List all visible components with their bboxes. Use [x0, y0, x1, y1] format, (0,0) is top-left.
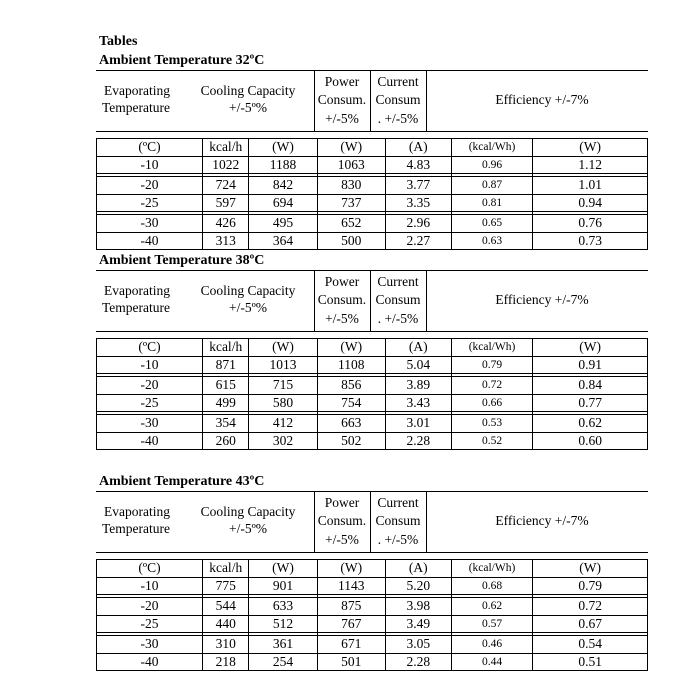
unit-cell: (W)	[317, 139, 385, 157]
table-cell: 0.65	[451, 215, 533, 233]
section-title: Ambient Temperature 38ºC	[99, 253, 265, 268]
unit-cell: (W)	[533, 339, 648, 357]
table-cell: 260	[203, 432, 249, 450]
table-cell: 0.91	[533, 356, 648, 374]
table-row	[97, 394, 648, 412]
section-title: Ambient Temperature 32ºC	[99, 53, 265, 68]
table-row	[97, 194, 648, 212]
table-cell: 1.01	[533, 177, 648, 195]
table-cell: 0.51	[533, 653, 648, 671]
unit-cell: kcal/h	[203, 139, 249, 157]
header-top-rule	[96, 70, 648, 71]
unit-cell: (W)	[317, 339, 385, 357]
table-cell: -10	[97, 156, 203, 174]
evaporating-header: Temperature	[102, 521, 171, 536]
power-header: +/-5%	[325, 111, 359, 126]
table-cell: 1.12	[533, 156, 648, 174]
table-cell: 2.96	[385, 215, 451, 233]
table-cell: 4.83	[385, 156, 451, 174]
table-cell: 0.52	[451, 432, 533, 450]
power-header: Consum.	[317, 292, 367, 307]
unit-cell: (W)	[249, 139, 317, 157]
table-row	[97, 232, 648, 250]
table-cell: 0.68	[451, 577, 533, 595]
table-cell: 0.81	[451, 194, 533, 212]
unit-cell: (A)	[385, 560, 451, 578]
table-cell: 3.89	[385, 377, 451, 395]
unit-cell: (kcal/Wh)	[451, 139, 533, 157]
current-header: Consum	[375, 92, 421, 107]
efficiency-header: Efficiency +/-7%	[495, 92, 589, 107]
unit-cell: (W)	[533, 139, 648, 157]
page-title: Tables	[99, 34, 138, 49]
table-cell: 310	[203, 636, 249, 654]
table-row	[97, 636, 648, 654]
table-cell: 0.57	[451, 615, 533, 633]
efficiency-header: Efficiency +/-7%	[495, 292, 589, 307]
current-header: Current	[377, 274, 419, 289]
current-header: Consum	[375, 513, 421, 528]
table-cell: 0.62	[451, 598, 533, 616]
table-cell: 1022	[203, 156, 249, 174]
table-cell: -40	[97, 432, 203, 450]
table-cell: 830	[317, 177, 385, 195]
power-header: Power	[324, 495, 360, 510]
table-cell: -40	[97, 232, 203, 250]
table-row	[97, 156, 648, 174]
table-row	[97, 356, 648, 374]
table-cell: 737	[317, 194, 385, 212]
current-header: . +/-5%	[377, 311, 419, 326]
table-cell: 0.87	[451, 177, 533, 195]
units-row	[97, 339, 648, 357]
table-cell: 0.73	[533, 232, 648, 250]
power-header: +/-5%	[325, 311, 359, 326]
table-cell: 633	[249, 598, 317, 616]
performance-table	[96, 70, 648, 250]
power-header: Power	[324, 74, 360, 89]
table-cell: -25	[97, 615, 203, 633]
evaporating-header: Evaporating	[104, 504, 170, 519]
unit-cell: (ºC)	[97, 560, 203, 578]
evaporating-header: Evaporating	[104, 83, 170, 98]
table-cell: 775	[203, 577, 249, 595]
current-header: Consum	[375, 292, 421, 307]
cooling-capacity-header: +/-5º%	[228, 300, 268, 315]
data-table	[96, 138, 648, 250]
table-cell: 302	[249, 432, 317, 450]
cooling-capacity-header: Cooling Capacity	[200, 283, 296, 298]
table-cell: 0.72	[533, 598, 648, 616]
table-cell: 856	[317, 377, 385, 395]
unit-cell: (W)	[317, 560, 385, 578]
table-row	[97, 415, 648, 433]
table-cell: 0.46	[451, 636, 533, 654]
unit-cell: (A)	[385, 139, 451, 157]
table-row	[97, 615, 648, 633]
table-cell: 694	[249, 194, 317, 212]
table-cell: 871	[203, 356, 249, 374]
table-cell: 364	[249, 232, 317, 250]
table-cell: 5.04	[385, 356, 451, 374]
table-cell: 0.54	[533, 636, 648, 654]
table-cell: 0.67	[533, 615, 648, 633]
table-cell: 0.94	[533, 194, 648, 212]
table-cell: 512	[249, 615, 317, 633]
table-header	[96, 70, 648, 132]
table-cell: 0.76	[533, 215, 648, 233]
table-cell: 652	[317, 215, 385, 233]
table-cell: 0.53	[451, 415, 533, 433]
table-cell: 1063	[317, 156, 385, 174]
table-row	[97, 577, 648, 595]
table-cell: 502	[317, 432, 385, 450]
table-cell: 724	[203, 177, 249, 195]
table-cell: 0.62	[533, 415, 648, 433]
table-cell: 0.72	[451, 377, 533, 395]
table-cell: 3.49	[385, 615, 451, 633]
table-cell: 0.79	[451, 356, 533, 374]
unit-cell: (ºC)	[97, 139, 203, 157]
evaporating-header: Temperature	[102, 300, 171, 315]
table-cell: 500	[317, 232, 385, 250]
table-cell: 842	[249, 177, 317, 195]
power-header: Consum.	[317, 513, 367, 528]
table-cell: 501	[317, 653, 385, 671]
header-top-rule	[96, 270, 648, 271]
table-cell: 426	[203, 215, 249, 233]
table-cell: 0.44	[451, 653, 533, 671]
table-cell: -20	[97, 177, 203, 195]
current-header: Current	[377, 495, 419, 510]
section-title: Ambient Temperature 43ºC	[99, 474, 265, 489]
unit-cell: (W)	[249, 339, 317, 357]
table-cell: 1143	[317, 577, 385, 595]
performance-table	[96, 491, 648, 671]
cooling-capacity-header: Cooling Capacity	[200, 504, 296, 519]
table-cell: 2.28	[385, 432, 451, 450]
current-header: . +/-5%	[377, 111, 419, 126]
table-cell: 0.66	[451, 394, 533, 412]
table-row	[97, 177, 648, 195]
table-cell: 754	[317, 394, 385, 412]
table-header	[96, 491, 648, 553]
table-header	[96, 270, 648, 332]
cooling-capacity-header: Cooling Capacity	[200, 83, 296, 98]
unit-cell: (kcal/Wh)	[451, 339, 533, 357]
table-cell: 0.63	[451, 232, 533, 250]
table-cell: -30	[97, 636, 203, 654]
table-cell: 875	[317, 598, 385, 616]
unit-cell: (W)	[533, 560, 648, 578]
table-cell: 412	[249, 415, 317, 433]
power-header: Power	[324, 274, 360, 289]
table-cell: 901	[249, 577, 317, 595]
data-table	[96, 559, 648, 671]
table-cell: 1108	[317, 356, 385, 374]
table-cell: 2.28	[385, 653, 451, 671]
cooling-capacity-header: +/-5º%	[228, 521, 268, 536]
performance-table	[96, 270, 648, 450]
table-cell: -10	[97, 356, 203, 374]
table-cell: 580	[249, 394, 317, 412]
table-cell: 0.96	[451, 156, 533, 174]
table-cell: -10	[97, 577, 203, 595]
data-table	[96, 338, 648, 450]
current-header: Current	[377, 74, 419, 89]
table-cell: 597	[203, 194, 249, 212]
unit-cell: (ºC)	[97, 339, 203, 357]
table-cell: 254	[249, 653, 317, 671]
header-divider	[426, 70, 427, 131]
table-row	[97, 653, 648, 671]
table-cell: 354	[203, 415, 249, 433]
unit-cell: kcal/h	[203, 560, 249, 578]
table-cell: 440	[203, 615, 249, 633]
table-cell: 495	[249, 215, 317, 233]
table-cell: 313	[203, 232, 249, 250]
table-cell: 0.77	[533, 394, 648, 412]
table-cell: 3.77	[385, 177, 451, 195]
unit-cell: (kcal/Wh)	[451, 560, 533, 578]
table-cell: 3.01	[385, 415, 451, 433]
table-cell: 663	[317, 415, 385, 433]
table-cell: -25	[97, 394, 203, 412]
table-cell: 218	[203, 653, 249, 671]
table-row	[97, 432, 648, 450]
unit-cell: (W)	[249, 560, 317, 578]
table-cell: 671	[317, 636, 385, 654]
power-header: +/-5%	[325, 532, 359, 547]
table-cell: 1013	[249, 356, 317, 374]
current-header: . +/-5%	[377, 532, 419, 547]
table-cell: -40	[97, 653, 203, 671]
table-cell: -30	[97, 215, 203, 233]
table-cell: 3.98	[385, 598, 451, 616]
units-row	[97, 560, 648, 578]
table-cell: 361	[249, 636, 317, 654]
table-row	[97, 377, 648, 395]
table-row	[97, 598, 648, 616]
table-cell: 0.60	[533, 432, 648, 450]
table-cell: 715	[249, 377, 317, 395]
evaporating-header: Evaporating	[104, 283, 170, 298]
table-cell: 5.20	[385, 577, 451, 595]
table-cell: 544	[203, 598, 249, 616]
header-divider	[426, 270, 427, 331]
unit-cell: (A)	[385, 339, 451, 357]
table-cell: -25	[97, 194, 203, 212]
table-cell: 0.84	[533, 377, 648, 395]
cooling-capacity-header: +/-5º%	[228, 100, 268, 115]
table-cell: 3.35	[385, 194, 451, 212]
table-cell: 3.43	[385, 394, 451, 412]
unit-cell: kcal/h	[203, 339, 249, 357]
table-cell: 767	[317, 615, 385, 633]
table-cell: 2.27	[385, 232, 451, 250]
table-cell: -20	[97, 598, 203, 616]
table-cell: 0.79	[533, 577, 648, 595]
header-top-rule	[96, 491, 648, 492]
power-header: Consum.	[317, 92, 367, 107]
table-cell: 1188	[249, 156, 317, 174]
table-cell: -30	[97, 415, 203, 433]
evaporating-header: Temperature	[102, 100, 171, 115]
table-cell: -20	[97, 377, 203, 395]
units-row	[97, 139, 648, 157]
table-row	[97, 215, 648, 233]
table-cell: 3.05	[385, 636, 451, 654]
table-cell: 499	[203, 394, 249, 412]
header-divider	[426, 491, 427, 552]
efficiency-header: Efficiency +/-7%	[495, 513, 589, 528]
table-cell: 615	[203, 377, 249, 395]
